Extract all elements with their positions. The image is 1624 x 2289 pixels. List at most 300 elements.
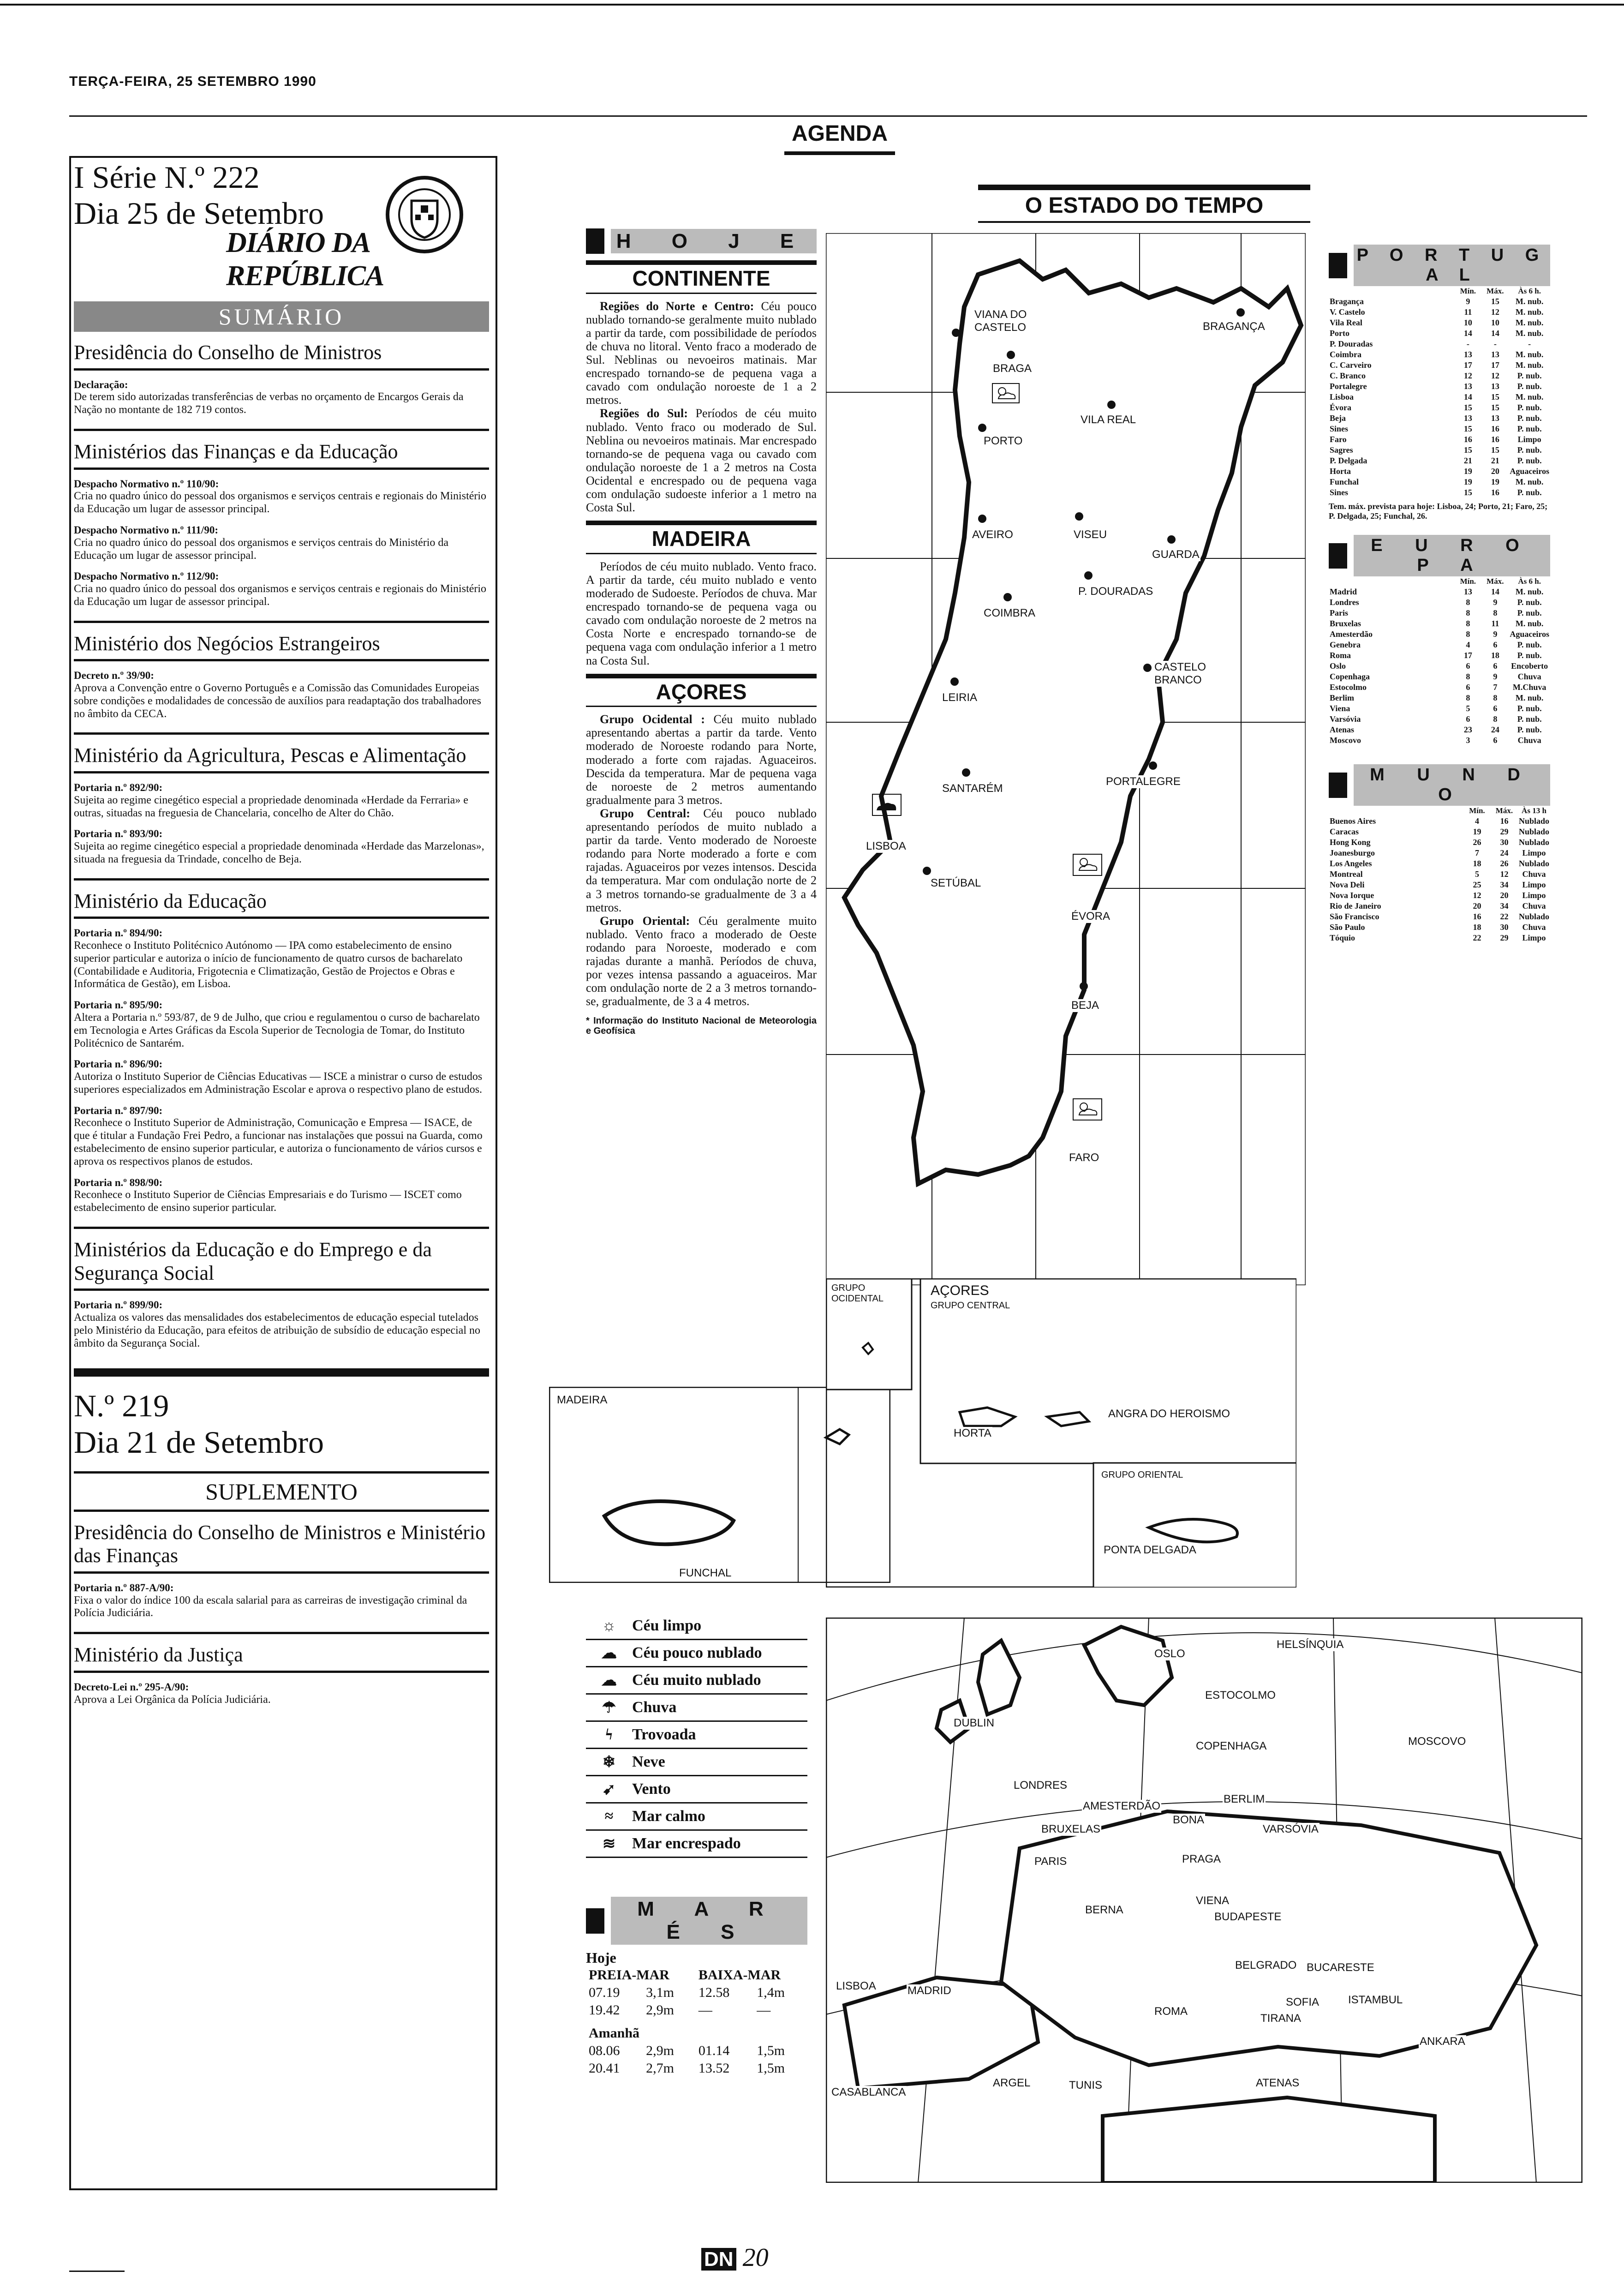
table-cell: P. nub. — [1517, 403, 1542, 412]
ministry-block — [74, 632, 489, 735]
table-cell: Sines — [1330, 488, 1349, 497]
decree-text: Autoriza o Instituto Superior de Ciências Educativas — ISCE a ministrar o curso de estudos superiores especializados em Administração Escolar e aprova o respectivo plano de estudos. — [74, 1071, 483, 1096]
decree-title: Despacho Normativo n.º 112/90: — [74, 570, 219, 582]
rough-sea-icon: ≋ — [602, 1835, 616, 1852]
map-label-angra: ANGRA DO HEROISMO — [1108, 1408, 1230, 1420]
tide-cell: 01.14 — [698, 2043, 730, 2058]
continente-heading: CONTINENTE — [586, 260, 817, 294]
top-edge-rule — [0, 4, 1624, 6]
table-cell: 15 — [1463, 445, 1472, 455]
table-cell: 24 — [1491, 725, 1499, 734]
weather-legend — [586, 1613, 807, 1858]
table-cell: Limpo — [1522, 891, 1546, 900]
ministry-heading: Ministério dos Negócios Estrangeiros — [74, 632, 489, 662]
table-header-row — [1329, 286, 1550, 296]
table-cell: Lisboa — [1330, 392, 1354, 401]
table-cell: São Paulo — [1330, 923, 1365, 932]
mundo-tab — [1329, 764, 1550, 806]
table-cell: P. nub. — [1517, 704, 1542, 713]
map-label-bucareste: BUCARESTE — [1307, 1961, 1374, 1974]
tide-cell: 07.19 — [589, 1985, 620, 2000]
table-cell: Limpo — [1522, 848, 1546, 857]
cloudy-icon — [872, 794, 902, 816]
table-cell: M. nub. — [1515, 360, 1544, 370]
map-label-estocolmo: ESTOCOLMO — [1205, 1689, 1276, 1702]
table-cell: 16 — [1473, 912, 1481, 921]
decree-text: De terem sido autorizadas transferências de verbas no orçamento de Encargos Gerais da Nação no montante de 182 719 contos. — [74, 391, 464, 416]
header-cell: Máx. — [1495, 806, 1513, 815]
decree-text: Aprova a Lei Orgânica da Polícia Judiciária. — [74, 1693, 271, 1706]
partly-cloudy-icon — [1073, 1098, 1102, 1121]
map-label-aveiro: AVEIRO — [972, 528, 1013, 541]
ministry-block — [74, 341, 489, 431]
table-cell: Oslo — [1330, 661, 1346, 671]
table-header-row — [1329, 806, 1550, 816]
table-cell: 13 — [1463, 382, 1472, 391]
table-row — [1329, 339, 1550, 349]
legend-label: Mar calmo — [632, 1808, 705, 1825]
table-cell: 15 — [1463, 403, 1472, 412]
table-cell: P. nub. — [1517, 382, 1542, 391]
map-label-braganca: BRAGANÇA — [1203, 320, 1265, 333]
map-label-amesterdao: AMESTERDÃO — [1083, 1800, 1161, 1812]
table-cell: 13 — [1491, 350, 1499, 359]
table-cell: C. Branco — [1330, 371, 1366, 380]
map-label-moscovo: MOSCOVO — [1408, 1735, 1466, 1748]
table-row — [1329, 650, 1550, 661]
table-cell: Nova Deli — [1330, 880, 1365, 889]
table-row — [1329, 413, 1550, 424]
tide-cell: 1,4m — [757, 1985, 785, 2000]
table-row — [1329, 402, 1550, 413]
forecast-lead: Grupo Ocidental : — [600, 713, 705, 726]
legend-row — [586, 1640, 807, 1667]
map-label-paris: PARIS — [1034, 1855, 1067, 1868]
table-row — [1329, 328, 1550, 339]
table-cell: 14 — [1491, 587, 1499, 596]
table-cell: 15 — [1491, 392, 1499, 401]
supplement-ministries-list — [74, 1521, 489, 1707]
table-cell: P. Delgada — [1330, 456, 1367, 465]
portugal-table — [1329, 286, 1550, 498]
city-dot — [1080, 982, 1088, 990]
table-cell: Faro — [1330, 435, 1347, 444]
today-label: H O J E — [611, 229, 817, 253]
table-row — [1329, 296, 1550, 307]
table-cell: 20 — [1473, 901, 1481, 911]
table-row — [1329, 392, 1550, 402]
table-cell: 24 — [1500, 848, 1509, 857]
decree-title: Despacho Normativo n.º 111/90: — [74, 524, 218, 536]
table-cell: Sagres — [1330, 445, 1353, 455]
table-cell: M. nub. — [1515, 477, 1544, 486]
legend-label: Neve — [632, 1753, 665, 1770]
table-cell: P. nub. — [1517, 598, 1542, 607]
table-row — [1329, 725, 1550, 735]
table-cell: P. nub. — [1517, 413, 1542, 423]
decree-entry — [74, 478, 489, 516]
table-cell: 25 — [1473, 880, 1481, 889]
table-cell: M. nub. — [1515, 307, 1544, 317]
table-cell: 34 — [1500, 901, 1509, 911]
table-cell: - — [1493, 339, 1497, 348]
source-note: * Informação do Instituto Nacional de Meteorologia e Geofísica — [586, 1015, 817, 1036]
ministry-heading: Ministérios da Educação e do Emprego e da Segurança Social — [74, 1238, 489, 1291]
table-cell: Paris — [1330, 608, 1348, 617]
mundo-table — [1329, 806, 1550, 943]
issue-date: Dia 25 de Setembro — [74, 196, 324, 231]
forecast-text: Céu muito nublado apresentando abertas a partir da tarde. Vento moderado de Noroeste rodando para Norte, moderado a forte com rajadas. Aguaceiros. Descida da temperatura. Mar de pequena vaga de noroeste de 2 metros aumentando gradualmente para 3 metros. — [586, 713, 817, 807]
table-row — [1329, 307, 1550, 318]
legend-row — [586, 1776, 807, 1804]
city-dot — [978, 515, 986, 523]
table-cell: 8 — [1493, 714, 1498, 724]
diario-summary — [74, 159, 489, 1706]
map-label-p-douradas: P. DOURADAS — [1078, 585, 1153, 598]
table-cell: Londres — [1330, 598, 1359, 607]
acores-inset-map — [826, 1278, 1296, 1588]
map-label-guarda: GUARDA — [1152, 548, 1200, 561]
tides-col-low: BAIXA-MAR — [698, 1967, 781, 1983]
table-cell: M. nub. — [1515, 329, 1544, 338]
decree-text: Cria no quadro único do pessoal dos organismos e serviços centrais e regionais do Ministério da Educação um lugar de assessor principal. — [74, 490, 487, 515]
table-row — [1329, 477, 1550, 487]
table-cell: 12 — [1491, 371, 1499, 380]
today-tab — [586, 228, 817, 254]
table-cell: Joanesburgo — [1330, 848, 1375, 857]
decree-title: Portaria n.º 892/90: — [74, 782, 163, 794]
ministry-heading: Presidência do Conselho de Ministros e Ministério das Finanças — [74, 1521, 489, 1574]
table-cell: P. nub. — [1517, 424, 1542, 433]
map-label-grupo-central: GRUPO CENTRAL — [931, 1300, 1010, 1311]
map-label-casablanca: CASABLANCA — [831, 2086, 906, 2098]
map-label-funchal: FUNCHAL — [679, 1567, 732, 1579]
table-cell: 26 — [1500, 859, 1509, 868]
decree-entry — [74, 1058, 489, 1096]
page-number: 20 — [742, 2243, 769, 2272]
snow-icon: ❄ — [602, 1754, 616, 1771]
rain-icon: ☂ — [602, 1699, 616, 1716]
decree-entry — [74, 828, 489, 866]
forecast-lead: Grupo Oriental: — [600, 914, 690, 928]
map-label-faro: FARO — [1069, 1151, 1099, 1164]
legend-label: Céu pouco nublado — [632, 1644, 762, 1661]
table-cell: Moscovo — [1330, 736, 1361, 745]
europa-tab — [1329, 535, 1550, 576]
ministry-block — [74, 1521, 489, 1635]
europa-table — [1329, 576, 1550, 746]
header-cell: Mín. — [1460, 287, 1476, 295]
ministry-heading: Presidência do Conselho de Ministros — [74, 341, 489, 371]
tide-cell: 08.06 — [589, 2043, 620, 2058]
decree-entry — [74, 1681, 489, 1707]
table-row — [1329, 682, 1550, 693]
table-cell: P. nub. — [1517, 445, 1542, 455]
table-cell: 8 — [1466, 672, 1470, 681]
publication-name: DIÁRIO DA REPÚBLICA — [226, 227, 384, 292]
table-cell: 13 — [1463, 587, 1472, 596]
table-row — [1329, 360, 1550, 371]
tide-cell: 3,1m — [646, 1985, 674, 2000]
map-label-madeira: MADEIRA — [557, 1394, 608, 1406]
table-cell: Bruxelas — [1330, 619, 1361, 628]
table-cell: Chuva — [1517, 736, 1541, 745]
footer-mark — [69, 2271, 125, 2272]
table-cell: Nublado — [1518, 816, 1549, 826]
table-cell: 8 — [1466, 619, 1470, 628]
table-cell: 19 — [1463, 477, 1472, 486]
portugal-map — [826, 233, 1306, 1285]
table-row — [1329, 608, 1550, 618]
table-cell: 13 — [1491, 382, 1499, 391]
map-label-acores: AÇORES — [931, 1283, 989, 1298]
decree-text: Fixa o valor do índice 100 da escala salarial para as carreiras de investigação criminal da Polícia Judiciária. — [74, 1594, 467, 1619]
table-cell: P. nub. — [1517, 651, 1542, 660]
decree-title: Decreto n.º 39/90: — [74, 670, 154, 682]
decree-text: Sujeita ao regime cinegético especial a propriedade denominada «Herdade da Ferraria» e outras, situadas na freguesia de Chancelaria, concelho de Alter do Chão. — [74, 794, 468, 819]
table-row — [1329, 933, 1550, 943]
decree-text: Cria no quadro único do pessoal dos organismos e serviços centrais e regionais do Ministério da Educação um lugar de assessor principal. — [74, 583, 487, 608]
continente-forecast-north — [586, 300, 817, 407]
table-cell: 9 — [1493, 629, 1498, 639]
table-cell: 19 — [1491, 477, 1499, 486]
table-row — [1329, 735, 1550, 746]
ministry-block — [74, 890, 489, 1229]
table-cell: Bragança — [1330, 297, 1364, 306]
decree-title: Portaria n.º 895/90: — [74, 999, 163, 1011]
table-cell: P. nub. — [1517, 371, 1542, 380]
legend-label: Mar encrespado — [632, 1835, 741, 1852]
table-row — [1329, 587, 1550, 597]
city-dot — [950, 677, 959, 686]
weather-title: O ESTADO DO TEMPO — [978, 185, 1310, 223]
decree-text: Reconhece o Instituto Superior de Administração, Comunicação e Empresa — ISACE, de que é titular a Fundação Frei Pedro, a funcionar nas instalações que possui na Guarda, como estabelecimento de ensino superior particular, e autoriza o funcionamento de vários cursos e aprova os respectivos planos de estudos. — [74, 1117, 483, 1168]
table-cell: P. nub. — [1517, 640, 1542, 649]
header-cell: Mín. — [1460, 577, 1476, 586]
table-cell: 10 — [1491, 318, 1499, 327]
cloudy-icon: ☁ — [601, 1672, 617, 1689]
legend-row — [586, 1749, 807, 1776]
table-cell: 7 — [1475, 848, 1479, 857]
map-label-portalegre: PORTALEGRE — [1106, 775, 1181, 788]
table-cell: 6 — [1493, 736, 1498, 745]
table-cell: 7 — [1493, 683, 1498, 692]
decree-entry — [74, 524, 489, 562]
table-cell: 4 — [1475, 816, 1479, 826]
table-row — [1329, 827, 1550, 837]
table-cell: 29 — [1500, 827, 1509, 836]
table-cell: 13 — [1491, 413, 1499, 423]
table-cell: 12 — [1473, 891, 1481, 900]
decree-entry — [74, 570, 489, 608]
sun-icon: ☼ — [602, 1617, 616, 1634]
forecast-column — [586, 228, 817, 1036]
tide-cell: 1,5m — [757, 2043, 785, 2058]
coat-of-arms-icon — [378, 168, 471, 261]
header-cell — [1329, 806, 1463, 816]
decree-text: Sujeita ao regime cinegético especial a propriedade denominada «Herdade das Marzelonas», situada na freguesia da Trindade, concelho de Beja. — [74, 840, 484, 865]
map-label-varsovia: VARSÓVIA — [1263, 1823, 1319, 1835]
table-cell: P. nub. — [1517, 456, 1542, 465]
table-cell: Estocolmo — [1330, 683, 1367, 692]
table-cell: Encoberto — [1511, 661, 1548, 671]
table-cell: Nublado — [1518, 859, 1549, 868]
table-row — [1329, 424, 1550, 434]
map-label-viana: VIANA DO CASTELO — [973, 308, 1054, 334]
ministry-divider — [74, 621, 489, 623]
map-label-vila-real: VILA REAL — [1081, 413, 1136, 426]
table-row — [1329, 371, 1550, 381]
city-dot — [1003, 593, 1012, 601]
portugal-label: P O R T U G A L — [1354, 245, 1550, 286]
header-cell: Mín. — [1469, 806, 1485, 815]
map-label-lisboa: LISBOA — [866, 840, 906, 852]
map-label-dublin: DUBLIN — [954, 1717, 995, 1729]
table-cell: M. nub. — [1515, 619, 1544, 628]
table-cell: 9 — [1493, 598, 1498, 607]
city-dot — [1007, 351, 1015, 359]
table-cell: 6 — [1493, 704, 1498, 713]
tides-tab — [586, 1897, 807, 1945]
tides-today-label: Hoje — [586, 1949, 616, 1966]
ministry-block — [74, 440, 489, 623]
section-title: AGENDA — [791, 121, 888, 146]
table-cell: 14 — [1491, 329, 1499, 338]
forecast-lead: Regiões do Sul: — [600, 407, 688, 420]
table-row — [1329, 858, 1550, 869]
city-dot — [962, 768, 970, 777]
table-cell: 13 — [1463, 413, 1472, 423]
table-cell: Limpo — [1522, 880, 1546, 889]
map-label-istambul: ISTAMBUL — [1348, 1994, 1403, 2006]
table-cell: Madrid — [1330, 587, 1357, 596]
map-label-bona: BONA — [1173, 1814, 1205, 1826]
map-label-londres: LONDRES — [1014, 1779, 1068, 1792]
table-cell: 17 — [1463, 360, 1472, 370]
table-cell: Los Angeles — [1330, 859, 1372, 868]
table-cell: 8 — [1493, 693, 1498, 702]
table-cell: 20 — [1500, 891, 1509, 900]
decree-title: Portaria n.º 894/90: — [74, 927, 163, 939]
ministry-divider — [74, 1632, 489, 1634]
page-footer — [701, 2243, 769, 2272]
map-label-viseu: VISEU — [1074, 528, 1107, 541]
table-row — [1329, 869, 1550, 880]
dateline: TERÇA-FEIRA, 25 SETEMBRO 1990 — [69, 74, 316, 89]
table-cell: Montreal — [1330, 869, 1363, 879]
tide-cell: 20.41 — [589, 2061, 620, 2076]
ministry-block — [74, 744, 489, 880]
map-label-braga: BRAGA — [993, 362, 1032, 375]
map-label-beja: BEJA — [1071, 999, 1099, 1012]
forecast-text: Céu pouco nublado tornando-se geralmente muito nublado a partir da tarde, com possibilidade de períodos de chuva no litoral. Vento fraco a moderado de Sul. Neblinas ou nevoeiros matinais. Mar encrespado tornando-se de pequena vaga a cavado com ondulação noroeste de 1 a 2 metros. — [586, 299, 817, 407]
table-cell: 11 — [1464, 307, 1472, 317]
supplement-date: Dia 21 de Setembro — [74, 1424, 324, 1460]
table-cell: Caracas — [1330, 827, 1359, 836]
decree-title: Portaria n.º 896/90: — [74, 1058, 163, 1070]
city-dot — [952, 329, 960, 337]
legend-label: Trovoada — [632, 1726, 696, 1743]
table-row — [1329, 618, 1550, 629]
table-cell: 19 — [1473, 827, 1481, 836]
table-cell: M. nub. — [1515, 392, 1544, 401]
map-label-horta: HORTA — [954, 1427, 991, 1439]
tide-cell: 1,5m — [757, 2061, 785, 2076]
table-cell: 17 — [1491, 360, 1499, 370]
city-dot — [1075, 512, 1083, 521]
table-cell: Coimbra — [1330, 350, 1361, 359]
decree-title: Decreto-Lei n.º 295-A/90: — [74, 1681, 189, 1693]
table-cell: 22 — [1500, 912, 1509, 921]
acores-forecast-central — [586, 807, 817, 914]
table-cell: 14 — [1463, 329, 1472, 338]
table-cell: 19 — [1463, 467, 1472, 476]
table-cell: 5 — [1475, 869, 1479, 879]
ministry-heading: Ministérios das Finanças e da Educação — [74, 440, 489, 470]
decree-entry — [74, 1299, 489, 1350]
dn-logo-icon: DN — [701, 2248, 736, 2271]
table-row — [1329, 703, 1550, 714]
map-label-ponta-delgada: PONTA DELGADA — [1104, 1544, 1196, 1556]
legend-label: Céu muito nublado — [632, 1672, 761, 1689]
map-label-sofia: SOFIA — [1286, 1996, 1320, 2008]
table-cell: 29 — [1500, 933, 1509, 942]
city-dot — [978, 424, 986, 432]
table-cell: Buenos Aires — [1330, 816, 1376, 826]
map-label-lisboa-europe: LISBOA — [836, 1980, 876, 1992]
table-row — [1329, 837, 1550, 848]
table-cell: P. nub. — [1517, 725, 1542, 734]
decree-title: Portaria n.º 893/90: — [74, 828, 163, 840]
table-cell: 12 — [1463, 371, 1472, 380]
table-cell: 9 — [1493, 672, 1498, 681]
map-label-grupo-ocidental: GRUPO OCIDENTAL — [831, 1283, 884, 1304]
table-row — [1329, 714, 1550, 725]
city-dot — [1149, 761, 1157, 770]
table-cell: M. nub. — [1515, 693, 1544, 702]
map-label-viena: VIENA — [1196, 1894, 1230, 1907]
table-cell: 30 — [1500, 838, 1509, 847]
table-cell: M. nub. — [1515, 350, 1544, 359]
continente-forecast-south — [586, 407, 817, 514]
city-dot — [1143, 664, 1152, 672]
table-row — [1329, 901, 1550, 911]
table-cell: 8 — [1466, 629, 1470, 639]
map-label-roma: ROMA — [1154, 2005, 1188, 2018]
decree-text: Reconhece o Instituto Superior de Ciências Empresariais e do Turismo — ISCET como estabelecimento de ensino superior particular. — [74, 1189, 462, 1214]
table-cell: Aguaceiros — [1510, 467, 1549, 476]
ministry-block — [74, 1643, 489, 1706]
map-label-budapeste: BUDAPESTE — [1214, 1911, 1282, 1923]
table-cell: Évora — [1330, 403, 1351, 412]
ministry-divider — [74, 878, 489, 881]
wind-icon: ➹ — [602, 1781, 616, 1798]
decree-entry — [74, 379, 489, 417]
map-label-leiria: LEIRIA — [942, 691, 978, 704]
header-cell: Máx. — [1487, 577, 1504, 586]
map-label-berna: BERNA — [1085, 1904, 1123, 1916]
supplement-number: N.º 219 — [74, 1388, 169, 1424]
table-cell: 6 — [1466, 714, 1470, 724]
tide-cell: 2,7m — [646, 2061, 674, 2076]
table-cell: 16 — [1491, 424, 1499, 433]
legend-label: Céu limpo — [632, 1617, 702, 1634]
tides-section — [586, 1897, 807, 2077]
table-cell: 16 — [1500, 816, 1509, 826]
forecast-text: Céu pouco nublado apresentando períodos de muito nublado a partir da tarde. Vento moderado de Noroeste rodando para Norte moderado a forte e com rajadas. Aguaceiros por vezes intensos. Descida da temperatura. Mar com ondulação norte de 2 a 3 metros tornando-se gradualmente de 3 a 4 metros. — [586, 806, 817, 914]
table-row — [1329, 349, 1550, 360]
table-cell: 15 — [1491, 445, 1499, 455]
